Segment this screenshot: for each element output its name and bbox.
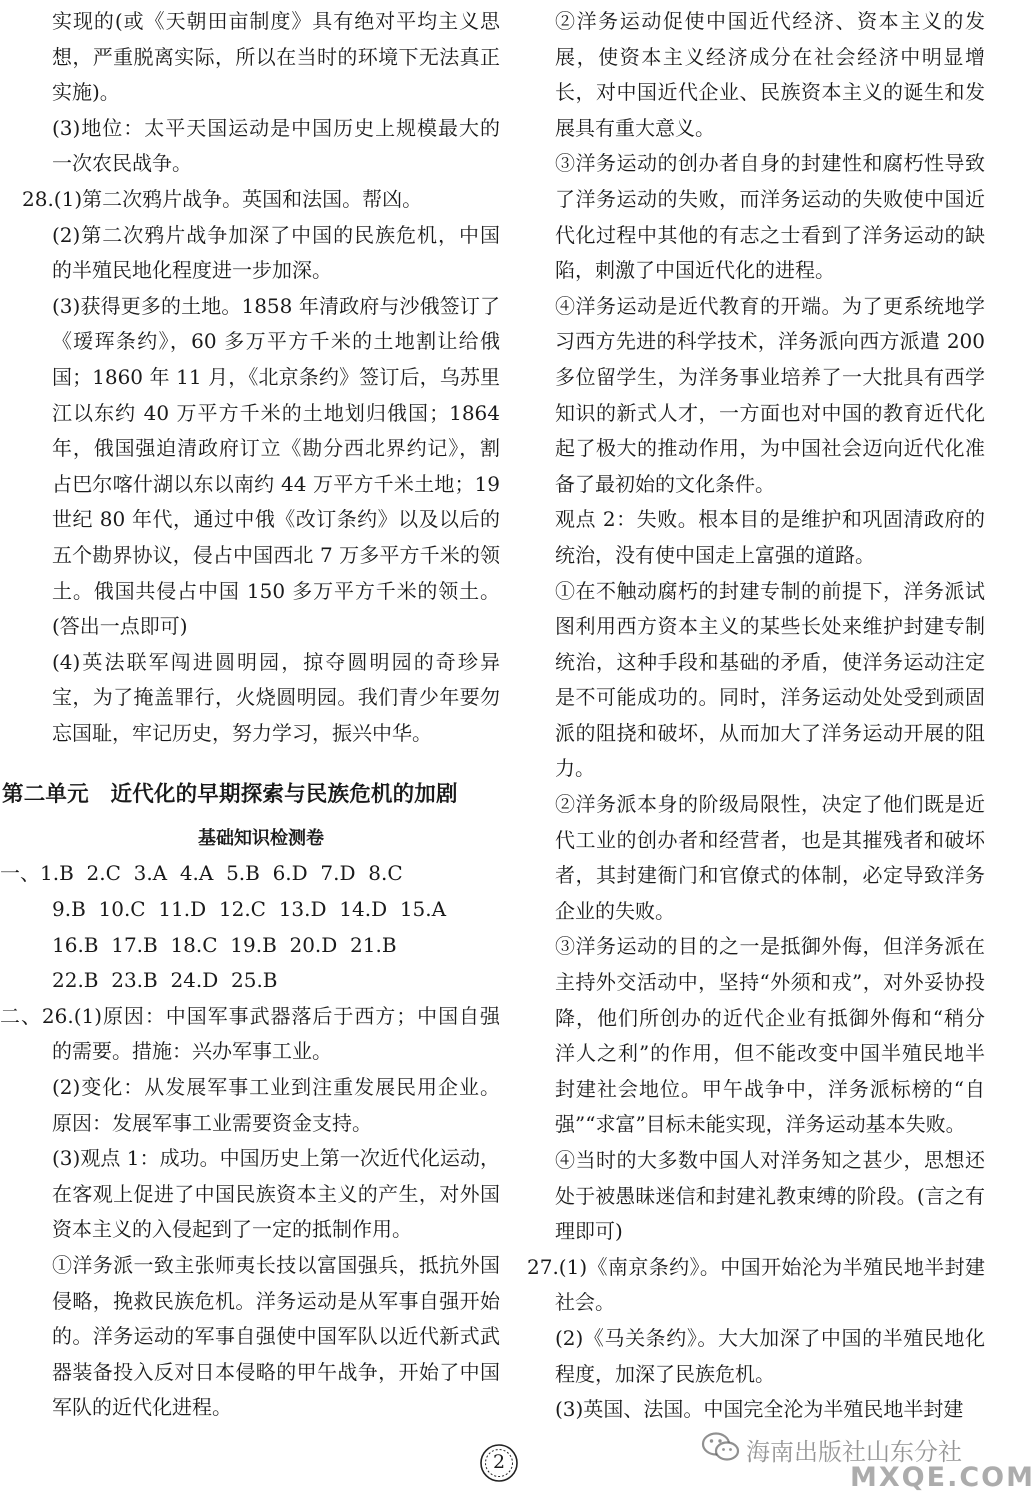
answer-row: 16.B 17.B 18.C 19.B 20.D 21.B (52, 932, 397, 957)
answer-paragraph: ③洋务运动的创办者自身的封建性和腐朽性导致了洋务运动的失败，而洋务运动的失败使中国近代化过程中其他的有志之士看到了洋务运动的缺陷，刺激了中国近代化的进程。 (555, 151, 985, 283)
question-26-part-3-point-1: ①洋务派一致主张师夷长技以富国强兵，抵抗外国侵略，挽救民族危机。洋务运动是从军事自强开始的。洋务运动的军事自强使中国军队以近代新式武器装备投入反对日本侵略的甲午战争，开始了中国军队的近代化进程。 (52, 1253, 500, 1420)
answer-row: 一、1.B 2.C 3.A 4.A 5.B 6.D 7.D 8.C (0, 861, 403, 886)
answer-row: 9.B 10.C 11.D 12.C 13.D 14.D 15.A (52, 897, 447, 922)
page-number-badge (479, 1443, 519, 1483)
answer-paragraph: ③洋务运动的目的之一是抵御外侮，但洋务派在主持外交活动中，坚持“外须和戎”，对外妥协投降，他们所创办的近代企业有抵御外侮和“稍分洋人之利”的作用，但不能改变中国半殖民地半封建社会地位。甲午战争中，洋务派标榜的“自强”“求富”目标未能实现，洋务运动基本失败。 (555, 934, 985, 1137)
left-column (0, 4, 500, 1426)
question-28-part-1: 28.(1)第二次鸦片战争。英国和法国。帮凶。 (22, 186, 423, 211)
answer-paragraph: ②洋务派本身的阶级局限性，决定了他们既是近代工业的创办者和经营者，也是其摧残者和破坏者，其封建衙门和官僚式的体制，必定导致洋务企业的失败。 (555, 792, 985, 923)
answer-paragraph: (3)地位：太平天国运动是中国历史上规模最大的一次农民战争。 (52, 115, 500, 176)
wechat-icon (700, 1430, 742, 1464)
page-number: 2 (492, 1451, 506, 1473)
question-26-part-1: 二、26.(1)原因：中国军事武器落后于西方；中国自强的需要。措施：兴办军事工业。 (0, 1003, 500, 1064)
section-subtitle: 基础知识检测卷 (198, 828, 324, 850)
unit-title: 第二单元 近代化的早期探索与民族危机的加剧 (2, 782, 458, 808)
question-28-part-2: (2)第二次鸦片战争加深了中国的民族危机，中国的半殖民地化程度进一步加深。 (52, 222, 500, 283)
multiple-choice-answers (0, 856, 500, 998)
question-28-part-3: (3)获得更多的土地。1858 年清政府与沙俄签订了《瑷珲条约》，60 多万平方千米的土地割让给俄国；1860 年 11 月，《北京条约》签订后，乌苏里江以东约 40 万平方千米的土地划归俄国；1864 年，俄国强迫清政府订立《勘分西北界约记》，割占巴尔喀什湖以东以南约 44 万平方千米土地；19 世纪 80 年代，通过中俄《改订条约》以及以后的五个勘界协议，侵占中国西北 7 万多平方千米的领土。俄国共侵占中国 150 多万平方千米的领土。(答出一点即可) (52, 293, 500, 639)
watermark-text: 海南出版社山东分社 (746, 1438, 962, 1466)
question-28-part-4: (4)英法联军闯进圆明园，掠夺圆明园的奇珍异宝，为了掩盖罪行，火烧圆明园。我们青少年要勿忘国耻，牢记历史，努力学习，振兴中华。 (52, 649, 500, 745)
answer-paragraph: ④洋务运动是近代教育的开端。为了更系统地学习西方先进的科学技术，洋务派向西方派遣 200 多位留学生，为洋务事业培养了一大批具有西学知识的新式人才，一方面也对中国的教育近代化起了极大的推动作用，为中国社会迈向近代化准备了最初始的文化条件。 (555, 293, 985, 496)
watermark (700, 1428, 1035, 1493)
answer-paragraph: 实现的(或《天朝田亩制度》具有绝对平均主义思想，严重脱离实际，所以在当时的环境下无法真正实施)。 (52, 9, 500, 105)
right-column (527, 4, 985, 1428)
answer-paragraph: 观点 2：失败。根本目的是维护和巩固清政府的统治，没有使中国走上富强的道路。 (555, 507, 985, 567)
question-27-part-2: (2)《马关条约》。大大加深了中国的半殖民地化程度，加深了民族危机。 (555, 1325, 985, 1386)
answer-paragraph: ②洋务运动促使中国近代经济、资本主义的发展，使资本主义经济成分在社会经济中明显增长，对中国近代企业、民族资本主义的诞生和发展具有重大意义。 (555, 9, 985, 140)
question-27-part-1: 27.(1)《南京条约》。中国开始沦为半殖民地半封建社会。 (527, 1254, 985, 1315)
question-27-part-3: (3)英国、法国。中国完全沦为半殖民地半封建 (555, 1397, 964, 1422)
question-26-part-2: (2)变化：从发展军事工业到注重发展民用企业。原因：发展军事工业需要资金支持。 (52, 1075, 500, 1135)
answer-paragraph: ④当时的大多数中国人对洋务知之甚少，思想还处于被愚昧迷信和封建礼教束缚的阶段。(言之有理即可) (555, 1148, 985, 1244)
answer-row: 22.B 23.B 24.D 25.B (52, 968, 278, 993)
answer-paragraph: ①在不触动腐朽的封建专制的前提下，洋务派试图利用西方资本主义的某些长处来维护封建专制统治，这种手段和基础的矛盾，使洋务运动注定是不可能成功的。同时，洋务运动处处受到顽固派的阻挠和破坏，从而加大了洋务运动开展的阻力。 (555, 578, 985, 781)
question-26-part-3: (3)观点 1：成功。中国历史上第一次近代化运动，在客观上促进了中国民族资本主义的产生，对外国资本主义的入侵起到了一定的抵制作用。 (52, 1146, 500, 1242)
watermark-logo: MXQE.COM (850, 1462, 1035, 1493)
